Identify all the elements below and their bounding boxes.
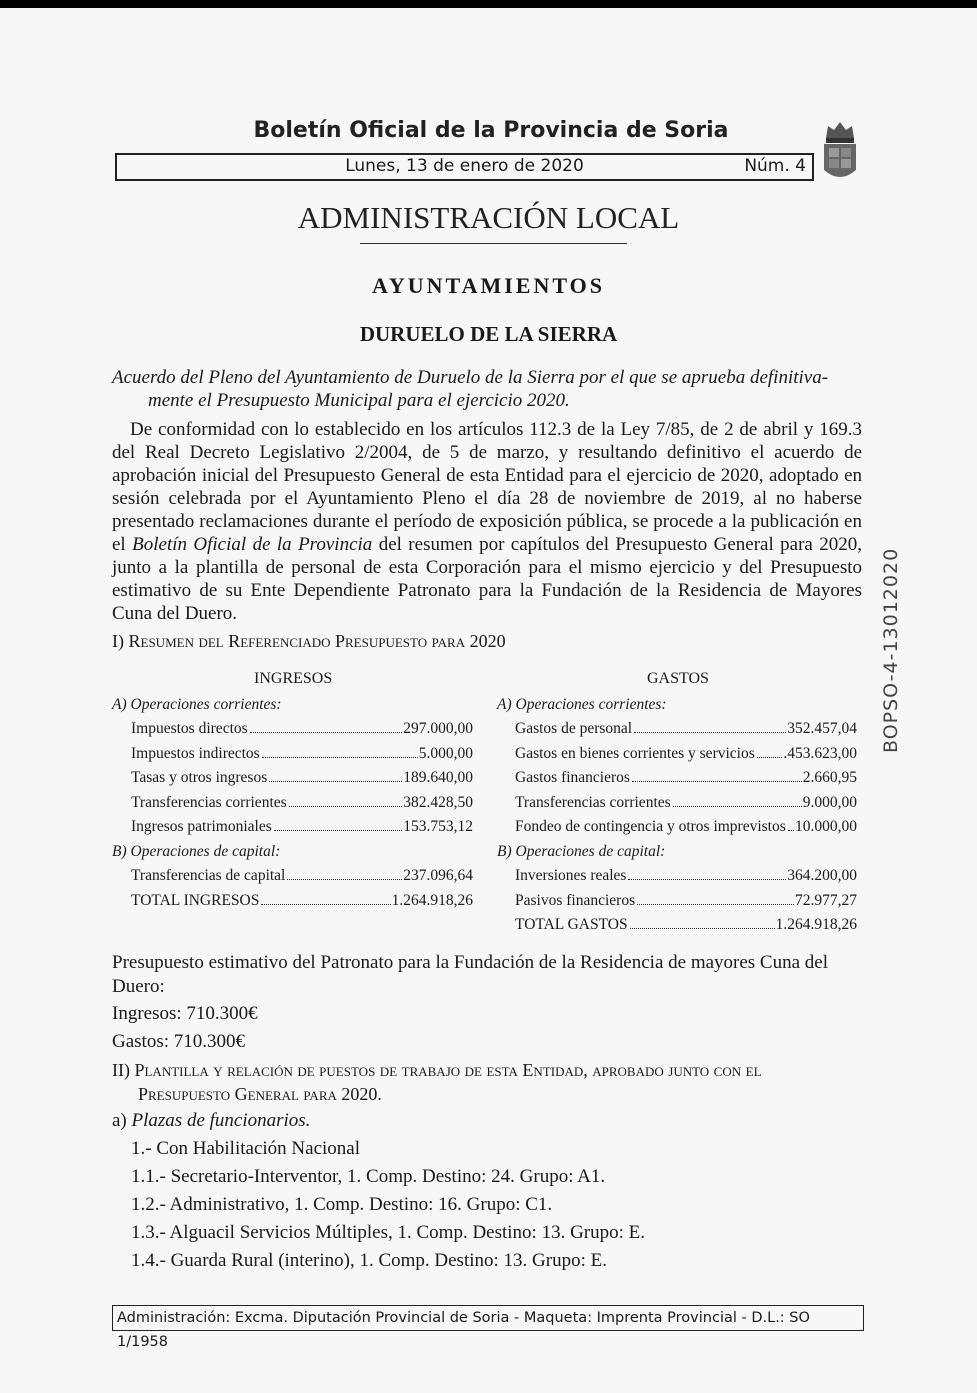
line-item-value: 189.640,00 (403, 769, 473, 786)
patronato-ingresos: Ingresos: 710.300€ (112, 1003, 258, 1024)
dot-leader (269, 781, 402, 782)
line-item-label: Transferencias corrientes (131, 793, 287, 811)
plaza-item: 1.1.- Secretario-Interventor, 1. Comp. Destino: 24. Grupo: A1. (131, 1166, 606, 1187)
plaza-item: 1.2.- Administrativo, 1. Comp. Destino: 16. Grupo: C1. (131, 1194, 553, 1215)
dot-leader (261, 904, 390, 905)
dot-leader (634, 732, 786, 733)
line-item-label: TOTAL INGRESOS (131, 891, 260, 909)
line-item-value: 72.977,27 (795, 891, 857, 909)
line-item-label: Impuestos directos (131, 720, 248, 737)
dot-leader (628, 879, 786, 880)
plazas-heading: a) Plazas de funcionarios. (112, 1110, 311, 1131)
dot-leader (274, 830, 402, 831)
line-item-label: Transferencias corrientes (515, 793, 671, 811)
line-item-label: Impuestos indirectos (131, 744, 260, 762)
ingresos-row (131, 818, 473, 836)
line-item-label: Gastos de personal (515, 720, 633, 737)
section-heading: ADMINISTRACIÓN LOCAL (297, 200, 680, 235)
municipality-heading: DURUELO DE LA SIERRA (359, 322, 618, 346)
gastos-row (515, 794, 857, 812)
gastos-row (515, 892, 857, 910)
line-item-label: TOTAL GASTOS (515, 916, 628, 933)
line-item-label: Pasivos financieros (515, 891, 636, 909)
patronato-line: Presupuesto estimativo del Patronato para la Fundación de la Residencia de mayores Cuna del (112, 952, 828, 973)
dot-leader (289, 806, 403, 807)
dot-leader (632, 781, 802, 782)
ingresos-a-heading (112, 696, 282, 714)
line-item-label: Ingresos patrimoniales (131, 818, 272, 835)
line-item-value: 2.660,95 (802, 769, 857, 786)
summary-line: mente el Presupuesto Municipal para el ejercicio 2020. (148, 390, 570, 411)
issue-date: Lunes, 13 de enero de 2020 (345, 156, 584, 176)
line-item-value: 364.200,00 (787, 867, 857, 884)
ingresos-b-heading: B) Operaciones de capital: (112, 843, 281, 860)
line-item-value: 1.264.918,26 (775, 916, 857, 933)
section-ii-heading: II) Plantilla y relación de puestos de trabajo de esta Entidad, aprobado junto con el Presupuesto General para 2020. (112, 1060, 762, 1104)
gastos-row (515, 867, 857, 885)
document-page (0, 8, 977, 1393)
dot-leader (262, 757, 418, 758)
line-item-value: 1.264.918,26 (391, 891, 473, 909)
line-item-value: 297.000,00 (403, 720, 473, 737)
issue-number: Núm. 4 (744, 156, 806, 176)
gastos-row (515, 769, 857, 787)
ingresos-row (131, 867, 473, 885)
gastos-row (515, 720, 857, 738)
patronato-line: Duero: (112, 976, 165, 997)
body-text: De conformidad con lo establecido en los artículos 112.3 de la Ley 7/85, de 2 de abril y 169.3 del Real Decreto Legislativo 2/2004, de 5 de marzo, y resultando definitivo el acuerdo de aprobación inicial del Presupuesto General de esta Entidad para el ejercicio de 2020, adoptado en sesión celebrada por el Ayuntamiento Pleno el día 28 de noviembre de 2019, al no haberse presentado reclamaciones durante el período de exposición pública, se procede a la publicación en el (112, 419, 862, 555)
dot-leader (757, 757, 783, 758)
dot-leader (287, 879, 402, 880)
summary-line: Acuerdo del Pleno del Ayuntamiento de Duruelo de la Sierra por el que se aprueba definitiva- (112, 367, 829, 388)
line-item-value: 9.000,00 (802, 793, 857, 811)
line-item-label: Gastos financieros (515, 769, 630, 786)
line-item-label: Fondeo de contingencia y otros imprevistos (515, 818, 786, 835)
heading-divider (360, 243, 627, 244)
gastos-heading: GASTOS (647, 670, 709, 687)
body-text: del resumen por capítulos del Presupuesto General para 2020, junto a la plantilla de personal de esta Corporación para el mismo ejercicio y del Presupuesto estimativo de su Ente Dependiente Patronato para la Fundación de la Residencia de Mayores Cuna del Duero. (112, 534, 862, 624)
ingresos-row (131, 769, 473, 787)
summary-text (112, 366, 862, 412)
gastos-b-heading: B) Operaciones de capital: (497, 843, 666, 860)
subsection-heading: AYUNTAMIENTOS (372, 273, 605, 298)
footer-note: Administración: Excma. Diputación Provincial de Soria - Maqueta: Imprenta Provincial - D.L.: SO 1/1958 (112, 1305, 864, 1331)
bulletin-title: Boletín Oficial de la Provincia de Soria (253, 118, 729, 143)
line-item-value: 5.000,00 (418, 744, 473, 762)
ingresos-row (131, 720, 473, 738)
plaza-item: 1.4.- Guarda Rural (interino), 1. Comp. Destino: 13. Grupo: E. (131, 1250, 607, 1271)
gastos-row (515, 916, 857, 934)
line-item-value: .453.623,00 (783, 744, 857, 762)
gastos-row (515, 745, 857, 763)
plaza-item: 1.- Con Habilitación Nacional (131, 1138, 360, 1159)
dot-leader (637, 904, 794, 905)
dot-leader (250, 732, 403, 733)
crest-icon (820, 120, 860, 184)
ingresos-row (131, 892, 473, 910)
dot-leader (673, 806, 802, 807)
gastos-row (515, 818, 857, 836)
ingresos-row (131, 745, 473, 763)
line-item-value: 153.753,12 (403, 818, 473, 835)
line-item-value: 382.428,50 (403, 793, 473, 811)
line-item-value: 10.000,00 (795, 818, 857, 835)
dot-leader (630, 928, 775, 929)
gastos-a-heading: A) Operaciones corrientes: (497, 696, 667, 713)
body-italic-text: Boletín Oficial de la Provincia (132, 534, 373, 555)
document-code: BOPSO-4-13012020 (880, 547, 902, 753)
section-i-heading: I) Resumen del Referenciado Presupuesto para 2020 (112, 631, 506, 651)
patronato-text (112, 951, 862, 999)
ingresos-a-label: A) Operaciones corrientes: (112, 696, 282, 713)
line-item-label: Tasas y otros ingresos (131, 769, 268, 786)
plaza-item: 1.3.- Alguacil Servicios Múltiples, 1. Comp. Destino: 13. Grupo: E. (131, 1222, 646, 1243)
line-item-value: 352.457,04 (787, 720, 857, 737)
line-item-value: 237.096,64 (403, 867, 473, 884)
dot-leader (788, 830, 794, 831)
body-paragraph (112, 418, 862, 625)
header-box (115, 153, 814, 181)
line-item-label: Transferencias de capital (131, 867, 286, 884)
patronato-gastos: Gastos: 710.300€ (112, 1031, 245, 1052)
line-item-label: Inversiones reales (515, 867, 627, 884)
ingresos-heading: INGRESOS (254, 670, 333, 687)
ingresos-row (131, 794, 473, 812)
line-item-label: Gastos en bienes corrientes y servicios (515, 744, 755, 762)
